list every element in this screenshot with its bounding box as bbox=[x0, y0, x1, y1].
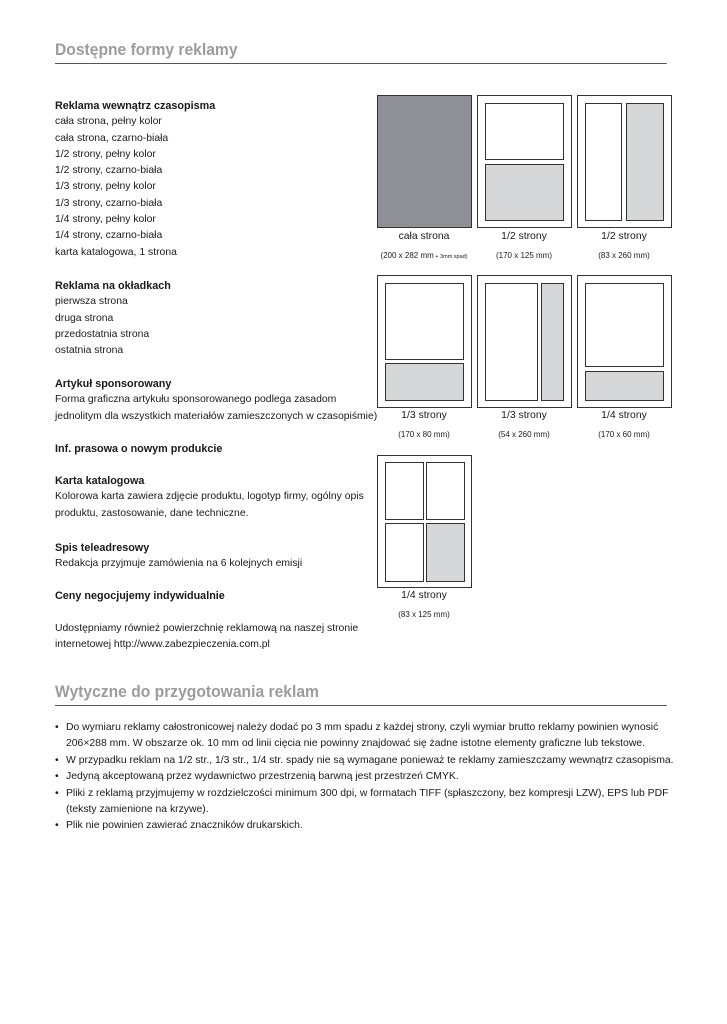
list-item: pierwsza strona bbox=[55, 296, 128, 308]
guideline-line: 206×288 mm. W obszarze ok. 10 mm od linii cięcia nie powinny znajdować się żadne istotne elementy graficzne lub tekstowe. bbox=[66, 738, 645, 750]
ad-area bbox=[426, 523, 465, 582]
format-dimensions-main: (200 x 282 mm bbox=[380, 251, 434, 260]
format-dimensions bbox=[369, 251, 479, 260]
list-item bbox=[55, 753, 675, 769]
list-item: 1/3 strony, czarno-biała bbox=[55, 197, 163, 209]
list-item bbox=[55, 720, 675, 753]
guideline-line: • W przypadku reklam na 1/2 str., 1/3 str., 1/4 str. spady nie są wymagane ponieważ te reklamy zamieszczamy wewnątrz czasopisma. bbox=[66, 754, 674, 766]
teleaddress-section bbox=[55, 540, 385, 573]
format-dimensions: (83 x 125 mm) bbox=[398, 610, 450, 619]
page-area bbox=[385, 283, 464, 360]
format-quarter-horizontal bbox=[577, 275, 672, 408]
sponsored-line: jednolitym dla wszystkich materiałów zamieszczonych w czasopiśmie) bbox=[55, 410, 378, 422]
format-label: 1/3 strony bbox=[401, 410, 447, 421]
guidelines-list bbox=[55, 720, 675, 835]
catalog-line: Kolorowa karta zawiera zdjęcie produktu, logotyp firmy, ogólny opis bbox=[55, 491, 364, 503]
section-title-guidelines: Wytyczne do przygotowania reklam bbox=[55, 682, 667, 706]
ad-area bbox=[385, 363, 464, 401]
sponsored-section bbox=[55, 376, 385, 425]
format-label: 1/4 strony bbox=[401, 590, 447, 601]
ad-area bbox=[626, 103, 664, 221]
format-third-horizontal bbox=[377, 275, 472, 408]
guideline-line: (teksty zamienione na krzywe). bbox=[66, 804, 209, 816]
format-half-vertical bbox=[577, 95, 672, 228]
format-dimensions: (170 x 80 mm) bbox=[398, 430, 450, 439]
page-area bbox=[485, 283, 538, 401]
list-item bbox=[55, 818, 675, 834]
section-title-forms: Dostępne formy reklamy bbox=[55, 40, 667, 64]
page-area bbox=[585, 283, 664, 367]
format-third-vertical bbox=[477, 275, 572, 408]
list-item: 1/3 strony, pełny kolor bbox=[55, 181, 156, 193]
format-dimensions: (170 x 60 mm) bbox=[598, 430, 650, 439]
format-dimensions-bleed: + 3mm spad) bbox=[433, 254, 468, 260]
format-label: 1/3 strony bbox=[501, 410, 547, 421]
format-quarter-block bbox=[377, 455, 472, 588]
format-label: 1/2 strony bbox=[601, 231, 647, 242]
list-item: 1/4 strony, czarno-biała bbox=[55, 230, 163, 242]
format-full-page bbox=[377, 95, 472, 228]
guideline-line: • Pliki z reklamą przyjmujemy w rozdzielczości minimum 300 dpi, w formatach TIFF (spłaszczony, bez kompresji LZW), EPS lub PDF bbox=[66, 787, 669, 799]
list-item: karta katalogowa, 1 strona bbox=[55, 246, 177, 258]
format-label: 1/2 strony bbox=[501, 231, 547, 242]
covers-title: Reklama na okładkach bbox=[55, 280, 171, 292]
page-area bbox=[585, 103, 622, 221]
guideline-line: • Jedyną akceptowaną przez wydawnictwo przestrzenią barwną jest przestrzeń CMYK. bbox=[66, 771, 459, 783]
guideline-line: • Plik nie powinien zawierać znaczników drukarskich. bbox=[66, 820, 303, 832]
list-item: druga strona bbox=[55, 312, 114, 324]
teleaddress-title: Spis teleadresowy bbox=[55, 542, 150, 554]
online-line: Udostępniamy również powierzchnię reklamową na naszej stronie bbox=[55, 623, 359, 634]
catalog-section bbox=[55, 473, 385, 522]
prices-section bbox=[55, 588, 385, 604]
catalog-line: produktu, zastosowanie, dane techniczne. bbox=[55, 507, 249, 519]
list-item: 1/2 strony, czarno-biała bbox=[55, 165, 163, 177]
format-label: 1/4 strony bbox=[601, 410, 647, 421]
ad-area bbox=[541, 283, 564, 401]
list-item bbox=[55, 769, 675, 785]
format-label: cała strona bbox=[398, 231, 450, 242]
page-area bbox=[426, 462, 465, 520]
page-area bbox=[485, 103, 564, 160]
list-item: przedostatnia strona bbox=[55, 328, 150, 340]
list-item: 1/2 strony, pełny kolor bbox=[55, 148, 156, 160]
inside-section bbox=[55, 98, 385, 261]
page-area bbox=[385, 523, 424, 582]
list-item: cała strona, czarno-biała bbox=[55, 132, 169, 144]
ad-area bbox=[485, 164, 564, 221]
ad-area bbox=[585, 371, 664, 401]
format-half-horizontal bbox=[477, 95, 572, 228]
press-section bbox=[55, 441, 385, 457]
list-item: ostatnia strona bbox=[55, 345, 124, 357]
page-area bbox=[385, 462, 424, 520]
inside-title: Reklama wewnątrz czasopisma bbox=[55, 100, 216, 112]
teleaddress-line: Redakcja przyjmuje zamówienia na 6 kolejnych emisji bbox=[55, 558, 303, 570]
sponsored-line: Forma graficzna artykułu sponsorowanego podlega zasadom bbox=[55, 394, 337, 406]
list-item bbox=[55, 786, 675, 819]
format-dimensions: (54 x 260 mm) bbox=[498, 430, 550, 439]
guideline-line: • Do wymiaru reklamy całostronicowej należy dodać po 3 mm spadu z każdej strony, czyli wymiar brutto reklamy powinien wynosić bbox=[66, 722, 659, 733]
list-item: 1/4 strony, pełny kolor bbox=[55, 214, 156, 226]
online-section bbox=[55, 621, 385, 654]
prices-title: Ceny negocjujemy indywidualnie bbox=[55, 590, 225, 602]
list-item: cała strona, pełny kolor bbox=[55, 116, 162, 128]
sponsored-title: Artykuł sponsorowany bbox=[55, 378, 172, 390]
press-title: Inf. prasowa o nowym produkcie bbox=[55, 443, 223, 455]
online-line: internetowej http://www.zabezpieczenia.com.pl bbox=[55, 639, 270, 651]
format-dimensions: (170 x 125 mm) bbox=[495, 251, 553, 260]
format-dimensions: (83 x 260 mm) bbox=[598, 251, 650, 260]
catalog-title: Karta katalogowa bbox=[55, 475, 145, 487]
covers-section bbox=[55, 278, 385, 359]
